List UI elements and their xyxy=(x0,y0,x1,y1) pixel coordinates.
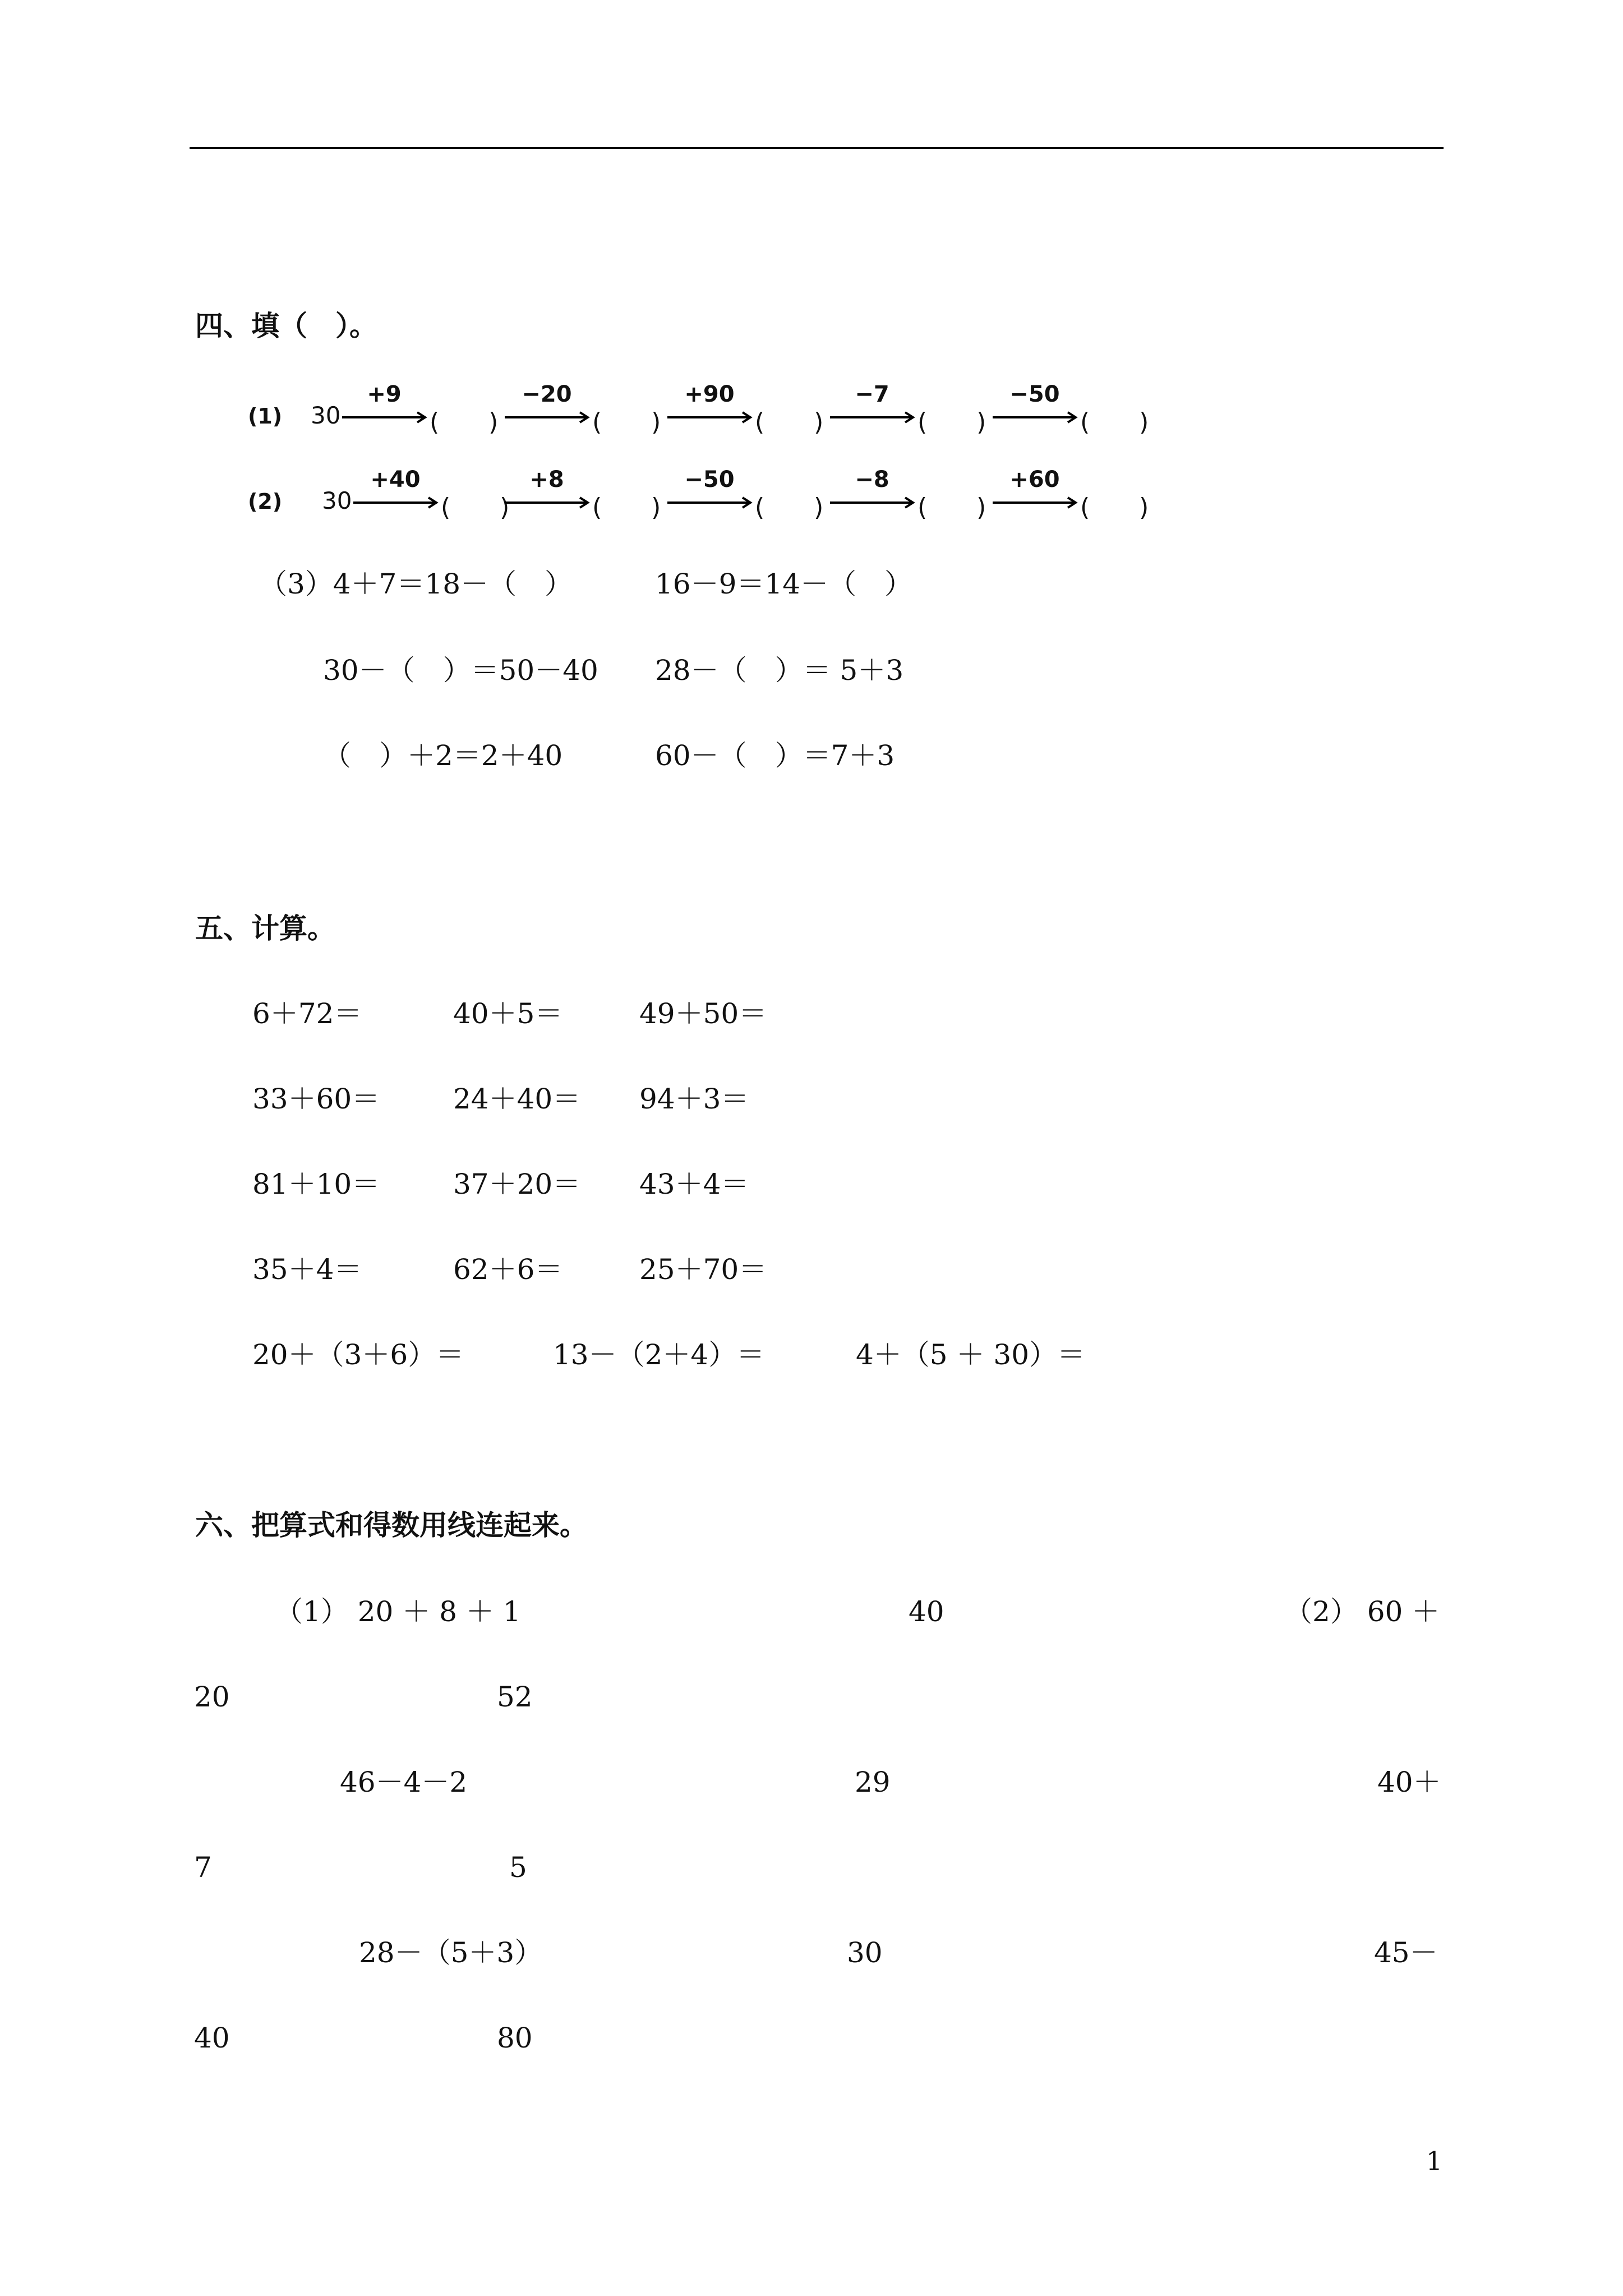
chain-1-blank: ( ) xyxy=(755,408,824,436)
chain-1-operator: −7 xyxy=(855,381,889,407)
match-expression: 40＋ xyxy=(1377,1766,1441,1798)
chain-2-blank: ( ) xyxy=(755,493,824,522)
calc-problem: 33＋60＝ xyxy=(252,1083,380,1115)
match-result: 30 xyxy=(847,1936,883,1969)
calc-problem: 40＋5＝ xyxy=(453,997,563,1030)
section-4-title: 四、填（ ）。 xyxy=(195,309,377,342)
match-expression: （1） 20 ＋ 8 ＋ 1 xyxy=(275,1595,521,1628)
chain-1-operator: −20 xyxy=(522,381,572,407)
calc-problem: 4＋（5 ＋ 30）＝ xyxy=(856,1338,1086,1371)
header-rule xyxy=(190,147,1444,149)
chain-1-operator: +9 xyxy=(367,381,402,407)
match-expression: 20 xyxy=(194,1681,230,1713)
chain-2-step-5 xyxy=(993,467,1161,528)
chain-2-step-2 xyxy=(505,467,673,528)
chain-2-label: (2) xyxy=(248,489,283,514)
chain-2-start: 30 xyxy=(322,487,352,514)
equation: （ ）＋2＝2＋40 xyxy=(323,739,563,772)
chain-1-operator: −50 xyxy=(1009,381,1060,407)
calc-problem: 94＋3＝ xyxy=(639,1083,749,1115)
calc-problem: 37＋20＝ xyxy=(453,1168,581,1200)
arrow-icon xyxy=(667,411,753,424)
section-6-title: 六、把算式和得数用线连起来。 xyxy=(195,1508,588,1542)
chain-1-step-1 xyxy=(342,381,510,443)
match-result: 40 xyxy=(909,1595,944,1628)
calc-problem: 35＋4＝ xyxy=(252,1253,362,1286)
chain-2-operator: −50 xyxy=(684,467,735,493)
arrow-icon xyxy=(505,496,590,509)
arrow-icon xyxy=(993,411,1078,424)
match-expression: 40 xyxy=(194,2022,230,2054)
chain-2-blank: ( ) xyxy=(917,493,986,522)
chain-2-operator: +8 xyxy=(529,467,564,493)
chain-2-blank: ( ) xyxy=(1080,493,1149,522)
chain-1-label: (1) xyxy=(248,404,283,429)
equation: 16－9＝14－（ ） xyxy=(655,568,913,600)
match-result: 52 xyxy=(497,1681,533,1713)
chain-1-step-2 xyxy=(505,381,673,443)
arrow-icon xyxy=(353,496,439,509)
calc-problem: 6＋72＝ xyxy=(252,997,362,1030)
calc-problem: 49＋50＝ xyxy=(639,997,767,1030)
chain-2-step-4 xyxy=(830,467,998,528)
match-expression: 7 xyxy=(194,1851,212,1884)
chain-2-blank: ( ) xyxy=(592,493,661,522)
arrow-icon xyxy=(830,411,915,424)
number-chain-1 xyxy=(247,381,1200,443)
equation: 30－（ ）＝50－40 xyxy=(323,654,598,687)
arrow-icon xyxy=(830,496,915,509)
equation: 28－（ ）＝ 5＋3 xyxy=(655,654,904,687)
chain-1-blank: ( ) xyxy=(1080,408,1149,436)
match-expression: （2） 60 ＋ xyxy=(1284,1595,1440,1628)
chain-1-blank: ( ) xyxy=(917,408,986,436)
calc-problem: 62＋6＝ xyxy=(453,1253,563,1286)
chain-2-operator: +60 xyxy=(1009,467,1060,493)
arrow-icon xyxy=(342,411,427,424)
match-result: 80 xyxy=(497,2022,533,2054)
calc-problem: 24＋40＝ xyxy=(453,1083,581,1115)
match-result: 5 xyxy=(509,1851,527,1884)
equation: 60－（ ）＝7＋3 xyxy=(655,739,895,772)
chain-1-step-3 xyxy=(667,381,836,443)
match-expression: 45－ xyxy=(1374,1936,1438,1969)
calc-problem: 13－（2＋4）＝ xyxy=(553,1338,765,1371)
match-expression: 28－（5＋3） xyxy=(359,1936,543,1969)
calc-problem: 81＋10＝ xyxy=(252,1168,380,1200)
section-5-title: 五、计算。 xyxy=(195,912,335,945)
number-chain-2 xyxy=(247,467,1200,528)
chain-1-start: 30 xyxy=(311,402,341,429)
chain-1-operator: +90 xyxy=(684,381,735,407)
arrow-icon xyxy=(993,496,1078,509)
chain-2-step-3 xyxy=(667,467,836,528)
chain-2-operator: −8 xyxy=(855,467,889,493)
match-result: 29 xyxy=(855,1766,891,1798)
chain-2-operator: +40 xyxy=(370,467,421,493)
calc-problem: 20＋（3＋6）＝ xyxy=(252,1338,464,1371)
chain-1-step-4 xyxy=(830,381,998,443)
arrow-icon xyxy=(667,496,753,509)
chain-2-blank: ( ) xyxy=(441,493,510,522)
equation: （3）4＋7＝18－（ ） xyxy=(259,568,573,600)
chain-2-step-1 xyxy=(353,467,522,528)
chain-1-blank: ( ) xyxy=(430,408,499,436)
match-expression: 46－4－2 xyxy=(340,1766,468,1798)
chain-1-blank: ( ) xyxy=(592,408,661,436)
chain-1-step-5 xyxy=(993,381,1161,443)
arrow-icon xyxy=(505,411,590,424)
calc-problem: 25＋70＝ xyxy=(639,1253,767,1286)
page-number: 1 xyxy=(1426,2146,1442,2176)
calc-problem: 43＋4＝ xyxy=(639,1168,749,1200)
